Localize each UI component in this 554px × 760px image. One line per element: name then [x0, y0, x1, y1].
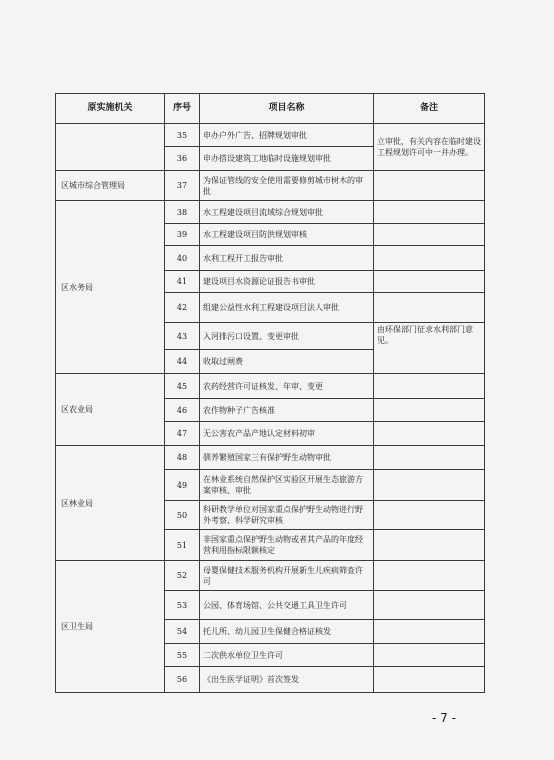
org-cell: 区水务局	[56, 201, 165, 374]
note-cell	[374, 561, 485, 591]
org-cell: 区农业局	[56, 374, 165, 446]
seq-cell: 42	[165, 293, 200, 323]
note-cell	[374, 224, 485, 246]
note-cell	[374, 667, 485, 693]
seq-cell: 38	[165, 201, 200, 224]
seq-cell: 56	[165, 667, 200, 693]
header-remarks: 备注	[374, 94, 485, 124]
item-cell: 《出生医学证明》首次签发	[200, 667, 374, 693]
seq-cell: 48	[165, 446, 200, 470]
item-cell: 入河排污口设置、变更审批	[200, 323, 374, 350]
approval-items-table	[55, 93, 485, 693]
note-cell	[374, 246, 485, 271]
item-cell: 申办搭设建筑工地临时设施规划审批	[200, 147, 374, 171]
table-row	[56, 446, 485, 470]
seq-cell: 41	[165, 271, 200, 293]
note-cell	[374, 171, 485, 201]
seq-cell: 39	[165, 224, 200, 246]
item-cell: 公园、体育场馆、公共交通工具卫生许可	[200, 591, 374, 620]
item-cell: 科研教学单位对国家重点保护野生动物进行野外考察、科学研究审核	[200, 501, 374, 530]
page-number: - 7 -	[432, 711, 456, 725]
note-cell	[374, 501, 485, 530]
item-cell: 无公害农产品产地认定材料初审	[200, 422, 374, 446]
seq-cell: 55	[165, 644, 200, 667]
seq-cell: 47	[165, 422, 200, 446]
header-original-agency: 原实施机关	[56, 94, 165, 124]
note-cell: 由环保部门征求水利部门意见。	[374, 323, 485, 374]
note-cell	[374, 620, 485, 644]
org-cell: 区卫生局	[56, 561, 165, 693]
seq-cell: 52	[165, 561, 200, 591]
item-cell: 申办户外广告、招牌规划审批	[200, 124, 374, 147]
seq-cell: 43	[165, 323, 200, 350]
item-cell: 二次供水单位卫生许可	[200, 644, 374, 667]
table-row	[56, 171, 485, 201]
note-cell	[374, 644, 485, 667]
seq-cell: 45	[165, 374, 200, 399]
item-cell: 母婴保健技术服务机构开展新生儿疾病筛查许可	[200, 561, 374, 591]
item-cell: 建设项目水资源论证报告书审批	[200, 271, 374, 293]
item-cell: 为保证管线的安全使用需要修剪城市树木的审批	[200, 171, 374, 201]
note-cell	[374, 271, 485, 293]
item-cell: 非国家重点保护野生动物或者其产品的年度经营利用指标限额核定	[200, 530, 374, 561]
header-serial-number: 序号	[165, 94, 200, 124]
seq-cell: 40	[165, 246, 200, 271]
table-row	[56, 561, 485, 591]
seq-cell: 36	[165, 147, 200, 171]
item-cell: 在林业系统自然保护区实验区开展生态旅游方案审核、审批	[200, 470, 374, 501]
item-cell: 组建公益性水利工程建设项目法人审批	[200, 293, 374, 323]
table-row	[56, 124, 485, 147]
item-cell: 托儿所、幼儿园卫生保健合格证核发	[200, 620, 374, 644]
seq-cell: 44	[165, 350, 200, 374]
seq-cell: 37	[165, 171, 200, 201]
table-row	[56, 201, 485, 224]
item-cell: 水工程建设项目防洪规划审核	[200, 224, 374, 246]
note-cell	[374, 201, 485, 224]
table-row	[56, 374, 485, 399]
item-cell: 农作物种子广告核准	[200, 399, 374, 422]
note-cell	[374, 374, 485, 399]
seq-cell: 50	[165, 501, 200, 530]
org-cell: 区林业局	[56, 446, 165, 561]
note-cell	[374, 422, 485, 446]
header-item-name: 项目名称	[200, 94, 374, 124]
seq-cell: 46	[165, 399, 200, 422]
item-cell: 水工程建设项目流域综合规划审批	[200, 201, 374, 224]
note-cell	[374, 530, 485, 561]
seq-cell: 54	[165, 620, 200, 644]
org-cell	[56, 124, 165, 171]
note-cell	[374, 446, 485, 470]
item-cell: 水利工程开工报告审批	[200, 246, 374, 271]
note-cell: 立审批，有关内容在临时建设工程规划许可中一并办理。	[374, 124, 485, 171]
note-cell	[374, 470, 485, 501]
item-cell: 农药经营许可证核发、年审、变更	[200, 374, 374, 399]
org-cell: 区城市综合管理局	[56, 171, 165, 201]
item-cell: 收取过闸费	[200, 350, 374, 374]
seq-cell: 53	[165, 591, 200, 620]
item-cell: 驯养繁殖国家三有保护野生动物审批	[200, 446, 374, 470]
seq-cell: 49	[165, 470, 200, 501]
table-header-row	[56, 94, 485, 124]
note-cell	[374, 591, 485, 620]
note-cell	[374, 399, 485, 422]
seq-cell: 51	[165, 530, 200, 561]
seq-cell: 35	[165, 124, 200, 147]
note-cell	[374, 293, 485, 323]
